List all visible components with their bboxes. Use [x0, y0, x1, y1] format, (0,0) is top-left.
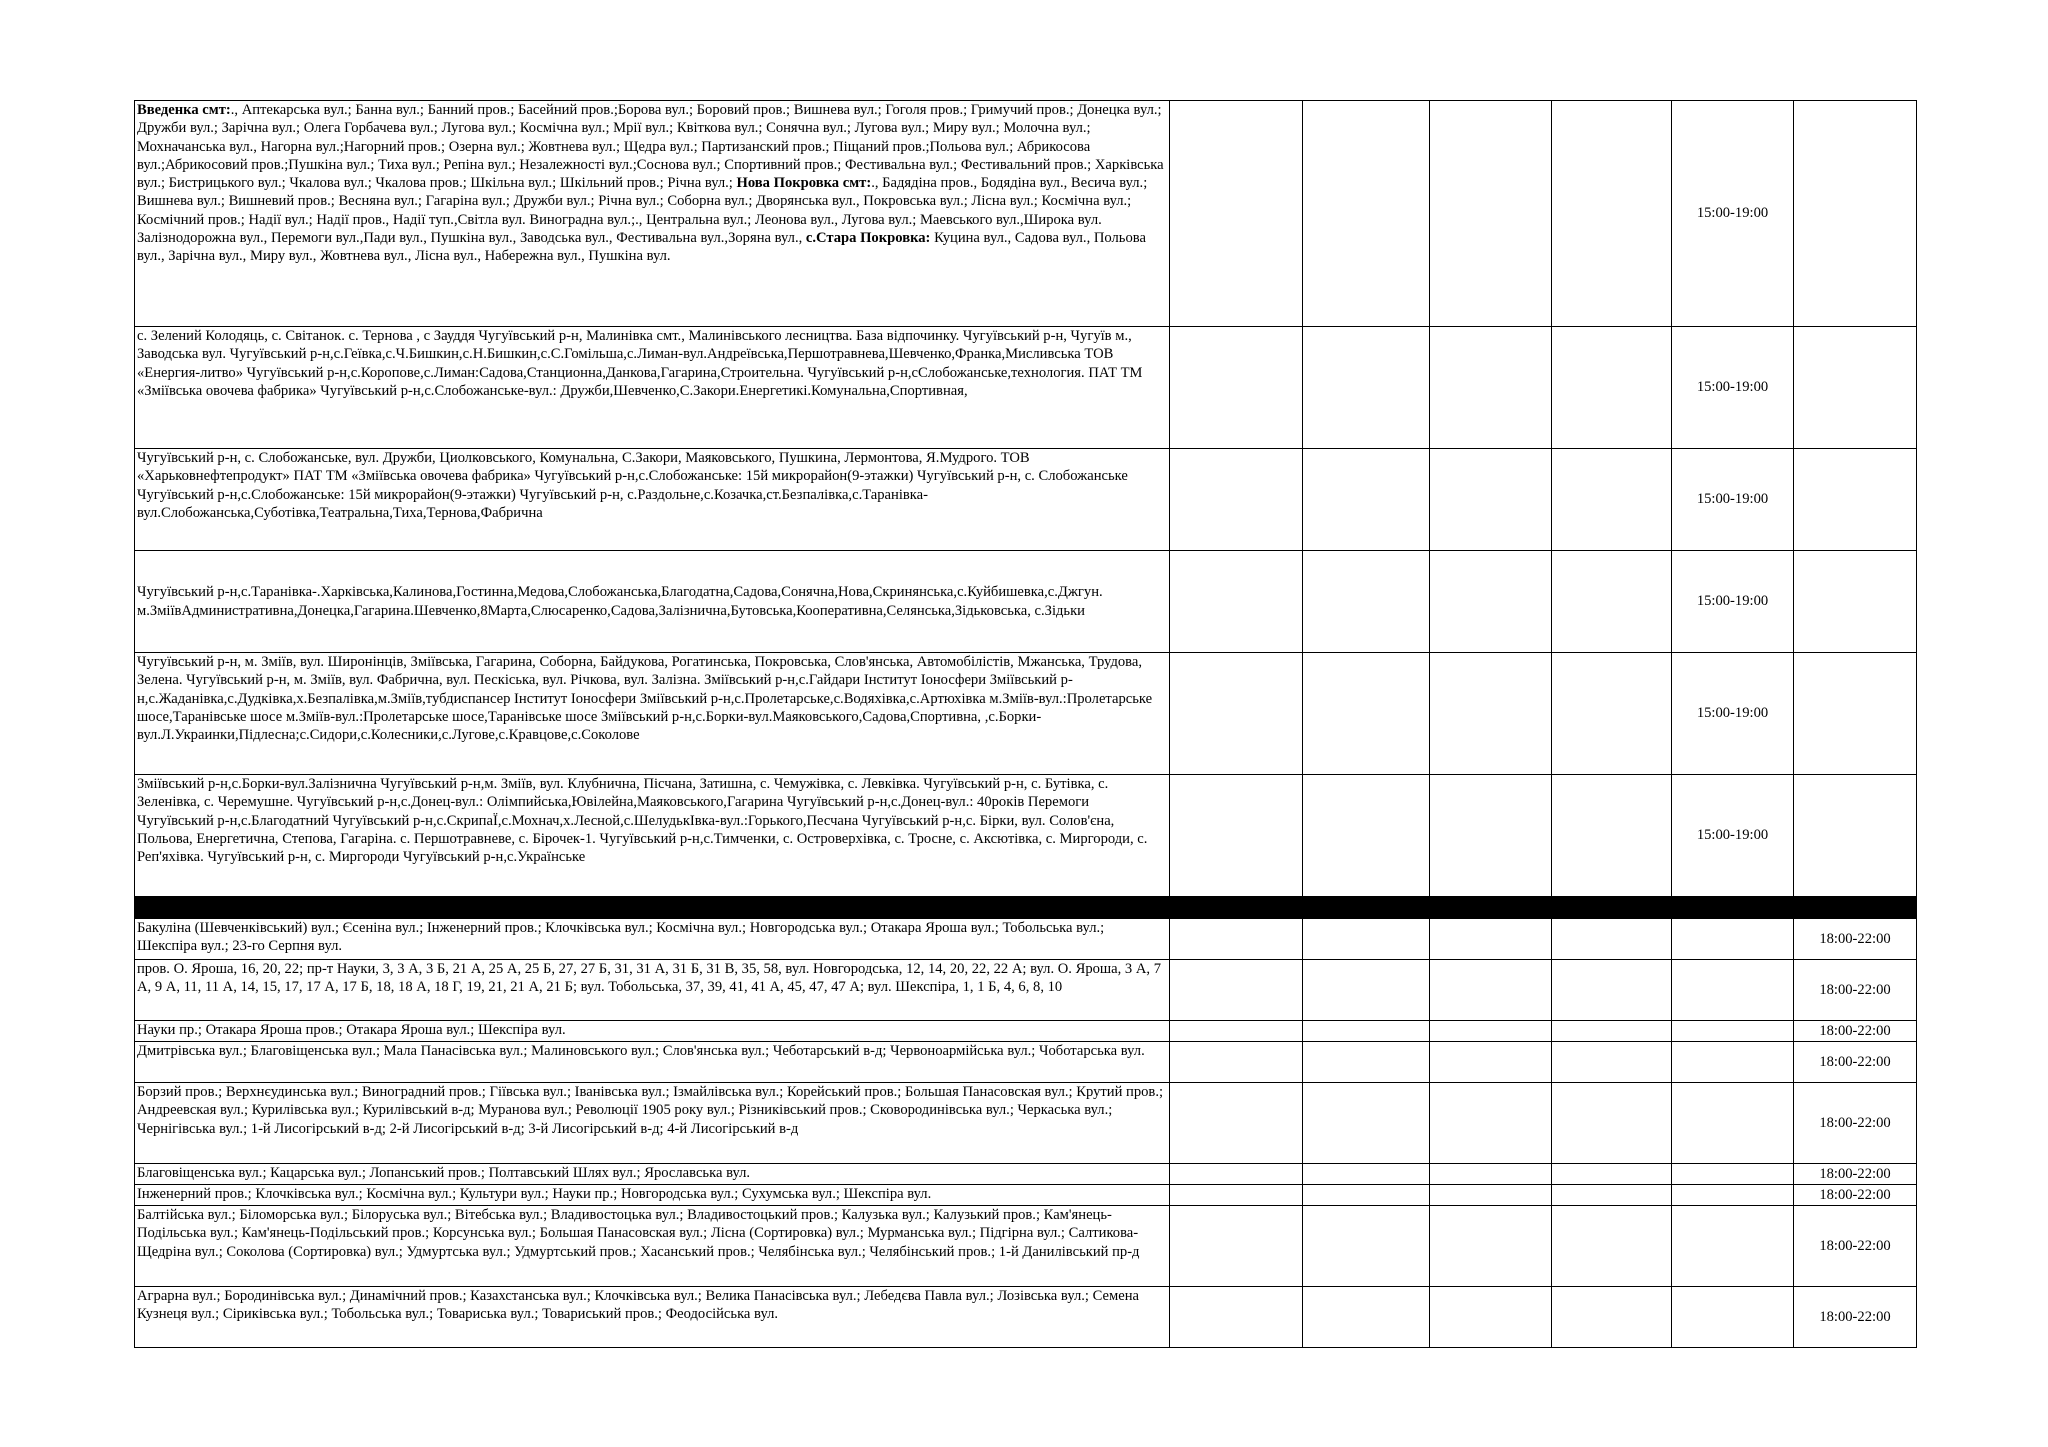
outage-time-cell: 15:00-19:00 — [1672, 551, 1794, 653]
empty-time-cell — [1552, 449, 1672, 551]
street-list: Дмитрівська вул.; Благовіщенська вул.; Мала Панасівська вул.; Малиновського вул.; Слов'янська вул.; Чеботарський в-д; Червоноармійська вул.; Чоботарська вул. — [137, 1043, 1145, 1059]
empty-time-cell — [1430, 775, 1552, 897]
outage-time-cell: 18:00-22:00 — [1794, 1287, 1917, 1348]
table-row — [135, 1206, 1917, 1287]
empty-time-cell — [1303, 1206, 1430, 1287]
empty-time-cell — [1430, 1287, 1552, 1348]
table-row — [135, 1185, 1917, 1206]
empty-time-cell — [1170, 101, 1303, 327]
empty-time-cell — [1794, 327, 1917, 449]
street-list: Чугуївський р-н, м. Зміїв, вул. Широнінців, Зміївська, Гагарина, Соборна, Байдукова, Рогатинська, Покровська, Слов'янська, Автомобілістів, Мжанська, Трудова, Зелена. Чугуївський р-н, м. Зміїв, вул. Фабрична, вул. Пескіська, вул. Річкова, вул. Залізна. Зміївський р-н,с.Гайдари Інститут Іоносфери Зміївський р-н,с.Жаданівка,с.Дудківка,х.Безпалівка,м.Зміїв,тубдиспансер Інститут Іоносфери Зміївський р-н,с.Пролетарське,с.Водяхівка,с.Артюхівка м.Зміїв-вул.:Пролетарське шосе,Таранівське шосе м.Зміїв-вул.:Пролетарське шосе,Таранівське шосе Зміївський р-н,с.Борки-вул.Маяковського,Садова,Спортивна, ,с.Борки-вул.Л.Украинки,Підлесна;с.Сидори,с.Колесники,с.Лугове,с.Кравцове,с.Соколове — [137, 654, 1153, 744]
empty-time-cell — [1672, 1083, 1794, 1164]
empty-time-cell — [1430, 1185, 1552, 1206]
empty-time-cell — [1430, 960, 1552, 1021]
empty-time-cell — [1303, 449, 1430, 551]
outage-time-cell: 15:00-19:00 — [1672, 653, 1794, 775]
empty-time-cell — [1794, 101, 1917, 327]
empty-time-cell — [1170, 1042, 1303, 1083]
locality-name: Введенка смт: — [137, 102, 231, 118]
empty-time-cell — [1430, 919, 1552, 960]
outage-time-cell: 18:00-22:00 — [1794, 1042, 1917, 1083]
street-list: Куцина вул., Садова вул., Польова вул., Зарічна вул., Миру вул., Жовтнева вул., Лісна вул., Набережна вул., Пушкіна вул. — [137, 230, 1146, 265]
schedule-body — [135, 101, 1917, 1348]
outage-time-cell: 18:00-22:00 — [1794, 960, 1917, 1021]
street-list: Борзий пров.; Верхнєудинська вул.; Виноградний пров.; Гіївська вул.; Іванівська вул.; Ізмайлівська вул.; Корейський пров.; Большая Панасовская вул.; Крутий пров.; Андреевская вул.; Курилівська вул.; Курилівський в-д; Муранова вул.; Революції 1905 року вул.; Різниківський пров.; Сковородинівська вул.; Черкаська вул.; Чернігівська вул.; 1-й Лисогірський в-д; 2-й Лисогірський в-д; 3-й Лисогірський в-д; 4-й Лисогірський в-д — [137, 1084, 1164, 1137]
empty-time-cell — [1303, 1287, 1430, 1348]
street-list: Балтійська вул.; Біломорська вул.; Білоруська вул.; Вітебська вул.; Владивостоцька вул.; Владивостоцький пров.; Калузька вул.; Калузький пров.; Кам'янець-Подільська вул.; Кам'янець-Подільський пров.; Корсунська вул.; Большая Панасовская вул.; Лісна (Сортировка) вул.; Мурманська вул.; Підгірна вул.; Салтикова-Щедріна вул.; Соколова (Сортировка) вул.; Удмуртська вул.; Удмуртський пров.; Хасанський пров.; Челябінська вул.; Челябінський пров.; 1-й Данилівський пр-д — [137, 1207, 1140, 1260]
outage-time-cell: 15:00-19:00 — [1672, 449, 1794, 551]
empty-time-cell — [1794, 775, 1917, 897]
empty-time-cell — [1552, 775, 1672, 897]
address-cell — [135, 327, 1170, 449]
empty-time-cell — [1552, 1185, 1672, 1206]
empty-time-cell — [1170, 960, 1303, 1021]
empty-time-cell — [1430, 327, 1552, 449]
empty-time-cell — [1672, 1185, 1794, 1206]
table-row — [135, 551, 1917, 653]
empty-time-cell — [1303, 653, 1430, 775]
empty-time-cell — [1552, 551, 1672, 653]
empty-time-cell — [1672, 1021, 1794, 1042]
empty-time-cell — [1552, 1206, 1672, 1287]
empty-time-cell — [1170, 1164, 1303, 1185]
empty-time-cell — [1170, 1021, 1303, 1042]
empty-time-cell — [1672, 960, 1794, 1021]
empty-time-cell — [1430, 101, 1552, 327]
table-row — [135, 327, 1917, 449]
empty-time-cell — [1430, 551, 1552, 653]
empty-time-cell — [1303, 1164, 1430, 1185]
empty-time-cell — [1170, 327, 1303, 449]
empty-time-cell — [1303, 551, 1430, 653]
street-list: Інженерний пров.; Клочківська вул.; Космічна вул.; Культури вул.; Науки пр.; Новгородська вул.; Сухумська вул.; Шекспіра вул. — [137, 1186, 932, 1202]
empty-time-cell — [1303, 960, 1430, 1021]
empty-time-cell — [1552, 1083, 1672, 1164]
schedule-table — [134, 100, 1917, 1348]
empty-time-cell — [1552, 919, 1672, 960]
table-row — [135, 1042, 1917, 1083]
street-list: Науки пр.; Отакара Яроша пров.; Отакара Яроша вул.; Шекспіра вул. — [137, 1022, 566, 1038]
empty-time-cell — [1430, 1083, 1552, 1164]
empty-time-cell — [1672, 1206, 1794, 1287]
outage-time-cell: 18:00-22:00 — [1794, 1185, 1917, 1206]
address-cell — [135, 449, 1170, 551]
address-cell — [135, 775, 1170, 897]
table-row — [135, 919, 1917, 960]
street-list: с. Зелений Колодяць, с. Світанок. с. Тернова , с Зауддя Чугуївський р-н, Малинівка смт., Малинівського лесництва. База відпочинку. Чугуївський р-н, Чугуїв м., Заводська вул. Чугуївський р-н,с.Геївка,с.Ч.Бишкин,с.Н.Бишкин,с.С.Гомільша,с.Лиман-вул.Андреївська,Першотравнева,Шевченко,Франка,Мисливська ТОВ «Енергия-литво» Чугуївський р-н,с.Коропове,с.Лиман:Садова,Станционна,Данкова,Гагарина,Строительна. Чугуївський р-н,сСлобожанське,технология. ПАТ ТМ «Зміївська овочева фабрика» Чугуївський р-н,с.Слобожанське-вул.: Дружби,Шевченко,С.Закори.Енергетикі.Комунальна,Спортивная, — [137, 328, 1143, 399]
empty-time-cell — [1672, 1164, 1794, 1185]
empty-time-cell — [1552, 1021, 1672, 1042]
outage-time-cell: 18:00-22:00 — [1794, 1164, 1917, 1185]
street-list: Аграрна вул.; Бородинівська вул.; Динамічний пров.; Казахстанська вул.; Клочківська вул.; Велика Панасівська вул.; Лебедєва Павла вул.; Лозівська вул.; Семена Кузнеця вул.; Сіриківська вул.; Тобольська вул.; Товариська вул.; Товариський пров.; Феодосійська вул. — [137, 1288, 1139, 1323]
address-cell — [135, 653, 1170, 775]
address-cell — [135, 1164, 1170, 1185]
table-row — [135, 101, 1917, 327]
empty-time-cell — [1430, 1021, 1552, 1042]
outage-time-cell: 15:00-19:00 — [1672, 327, 1794, 449]
empty-time-cell — [1672, 919, 1794, 960]
outage-time-cell: 18:00-22:00 — [1794, 1083, 1917, 1164]
empty-time-cell — [1552, 1164, 1672, 1185]
address-cell — [135, 1185, 1170, 1206]
address-cell — [135, 960, 1170, 1021]
outage-time-cell: 18:00-22:00 — [1794, 1021, 1917, 1042]
empty-time-cell — [1672, 1042, 1794, 1083]
empty-time-cell — [1303, 919, 1430, 960]
empty-time-cell — [1430, 1164, 1552, 1185]
empty-time-cell — [1303, 775, 1430, 897]
empty-time-cell — [1170, 919, 1303, 960]
outage-time-cell: 18:00-22:00 — [1794, 919, 1917, 960]
empty-time-cell — [1552, 1287, 1672, 1348]
empty-time-cell — [1170, 1206, 1303, 1287]
table-row — [135, 960, 1917, 1021]
table-row — [135, 775, 1917, 897]
empty-time-cell — [1794, 551, 1917, 653]
empty-time-cell — [1552, 960, 1672, 1021]
empty-time-cell — [1170, 1185, 1303, 1206]
table-row — [135, 1287, 1917, 1348]
table-row — [135, 653, 1917, 775]
empty-time-cell — [1430, 449, 1552, 551]
empty-time-cell — [1794, 653, 1917, 775]
empty-time-cell — [1303, 1083, 1430, 1164]
address-cell — [135, 1206, 1170, 1287]
empty-time-cell — [1303, 1021, 1430, 1042]
street-list: Чугуївський р-н, с. Слобожанське, вул. Дружби, Циолковського, Комунальна, С.Закори, Маяковського, Пушкина, Лермонтова, Я.Мудрого. ТОВ «Харьковнефтепродукт» ПАТ ТМ «Зміївська овочева фабрика» Чугуївський р-н,с.Слобожанське: 15й микрорайон(9-этажки) Чугуївський р-н, с. Слобожанське Чугуївський р-н,с.Слобожанське: 15й микрорайон(9-этажки) Чугуївський р-н, с.Раздольне,с.Козачка,ст.Безпалівка,с.Таранівка-вул.Слобожанська,Суботівка,Театральна,Тиха,Тернова,Фабрична — [137, 450, 1128, 521]
empty-time-cell — [1303, 1042, 1430, 1083]
empty-time-cell — [1430, 653, 1552, 775]
empty-time-cell — [1552, 327, 1672, 449]
empty-time-cell — [1170, 653, 1303, 775]
empty-time-cell — [1303, 1185, 1430, 1206]
empty-time-cell — [1170, 551, 1303, 653]
street-list: пров. О. Яроша, 16, 20, 22; пр-т Науки, 3, 3 А, 3 Б, 21 А, 25 А, 25 Б, 27, 27 Б, 31, 31 А, 31 Б, 31 В, 35, 58, вул. Новгородська, 12, 14, 20, 22, 22 А; вул. О. Яроша, 3 А, 7 А, 9 А, 11, 11 А, 14, 15, 17, 17 А, 17 Б, 18, 18 А, 18 Г, 19, 21, 21 А, 21 Б; вул. Тобольська, 37, 39, 41, 41 А, 45, 47, 47 А; вул. Шекспіра, 1, 1 Б, 4, 6, 8, 10 — [137, 961, 1162, 996]
empty-time-cell — [1552, 1042, 1672, 1083]
empty-time-cell — [1430, 1042, 1552, 1083]
empty-time-cell — [1552, 653, 1672, 775]
street-list: Чугуївський р-н,с.Таранівка-.Харківська,Калинова,Гостинна,Медова,Слобожанська,Благодатна,Садова,Сонячна,Нова,Скринянська,с.Куйбишевка,с.Джгун. м.ЗміївАдминистративна,Донецка,Гагарина.Шевченко,8Марта,Слюсаренко,Садова,Залізнична,Бутовська,Кооперативна,Селянська,Зідьковська, с.Зідьки — [137, 584, 1103, 619]
section-divider — [135, 897, 1917, 919]
street-list: Бакуліна (Шевченківський) вул.; Єсеніна вул.; Інженерний пров.; Клочківська вул.; Космічна вул.; Новгородська вул.; Отакара Яроша вул.; Тобольська вул.; Шекспіра вул.; 23-го Серпня вул. — [137, 920, 1105, 955]
table-row — [135, 449, 1917, 551]
outage-time-cell: 15:00-19:00 — [1672, 101, 1794, 327]
address-cell — [135, 551, 1170, 653]
empty-time-cell — [1170, 775, 1303, 897]
empty-time-cell — [1672, 1287, 1794, 1348]
empty-time-cell — [1303, 101, 1430, 327]
address-cell — [135, 919, 1170, 960]
table-row — [135, 1083, 1917, 1164]
empty-time-cell — [1794, 449, 1917, 551]
address-cell — [135, 1287, 1170, 1348]
locality-name: с.Стара Покровка: — [805, 230, 931, 247]
empty-time-cell — [1170, 1287, 1303, 1348]
street-list: Благовіщенська вул.; Кацарська вул.; Лопанський пров.; Полтавський Шлях вул.; Ярославська вул. — [137, 1165, 751, 1181]
street-list: ., Бадядіна пров., Бодядіна вул., Весича вул.; Вишнева вул.; Вишневий пров.; Весняна вул.; Гагаріна вул.; Дружби вул.; Річна вул.; Соборна вул.; Дворянська вул., Покровська вул.; Лісна вул.; Космічна вул.; Космічний пров.; Надії вул.; Надії пров., Надії туп.,Світла вул. Виноградна вул.;., Центральна вул.; Леонова вул., Лугова вул.; Маевського вул.,Широка вул. Залізнодорожна вул., Перемоги вул.,Пади вул., Пушкіна вул., Заводська вул., Фестивальна вул.,Зоряна вул., — [137, 175, 1148, 247]
table-row — [135, 1021, 1917, 1042]
outage-time-cell: 15:00-19:00 — [1672, 775, 1794, 897]
empty-time-cell — [1552, 101, 1672, 327]
empty-time-cell — [1430, 1206, 1552, 1287]
empty-time-cell — [1170, 1083, 1303, 1164]
empty-time-cell — [1170, 449, 1303, 551]
address-cell — [135, 1083, 1170, 1164]
street-list: ., Аптекарська вул.; Банна вул.; Банний пров.; Басейний пров.;Борова вул.; Боровий пров.; Вишнева вул.; Гоголя пров.; Гримучий пров.; Донецка вул.; Дружби вул.; Зарічна вул.; Олега Горбачева вул.; Лугова вул.; Космічна вул.; Мрії вул.; Квіткова вул.; Сонячна вул.; Лугова вул.; Миру вул.; Молочна вул.; Мохначанська вул., Нагорна вул.;Нагорний пров.; Озерна вул.; Жовтнева вул.; Щедра вул.; Партизанский пров.; Піщаний пров.;Польова вул.; Абрикосова вул.;Абрикосовий пров.;Пушкіна вул.; Тиха вул.; Репіна вул.; Незалежності вул.;Соснова вул.; Спортивний пров.; Фестивальна вул.; Фестивальний пров.; Харківська вул.; Бистрицького вул.; Чкалова вул.; Чкалова пров.; Шкільна вул.; Шкільний пров.; Річна вул.; — [137, 102, 1164, 192]
street-list: Зміївський р-н,с.Борки-вул.Залізнична Чугуївський р-н,м. Зміїв, вул. Клубнична, Пісчана, Затишна, с. Чемужівка, с. Левківка. Чугуївський р-н, с. Бутівка, с. Зеленівка, с. Черемушне. Чугуївський р-н,с.Донец-вул.: Олімпийська,Ювілейна,Маяковського,Гагарина Чугуївський р-н,с.Донец-вул.: 40років Перемоги Чугуївський р-н,с.Благодатний Чугуївський р-н,с.СкрипаЇ,с.Мохнач,х.Лесной,с.ШелудькІвка-вул.:Горького,Песчана Чугуївський р-н,с. Бірки, вул. Солов'єна, Польова, Енергетична, Степова, Гагаріна. с. Першотравневе, с. Бірочек-1. Чугуївський р-н,с.Тимченки, с. Островерхівка, с. Тросне, с. Аксютівка, с. Миргороди, с. Реп'яхівка. Чугуївський р-н, с. Миргороди Чугуївський р-н,с.Українське — [137, 776, 1148, 866]
table-row — [135, 1164, 1917, 1185]
outage-time-cell: 18:00-22:00 — [1794, 1206, 1917, 1287]
address-cell — [135, 101, 1170, 327]
address-cell — [135, 1042, 1170, 1083]
empty-time-cell — [1303, 327, 1430, 449]
divider-bar — [135, 897, 1917, 919]
address-cell — [135, 1021, 1170, 1042]
locality-name: Нова Покровка смт: — [736, 175, 872, 192]
